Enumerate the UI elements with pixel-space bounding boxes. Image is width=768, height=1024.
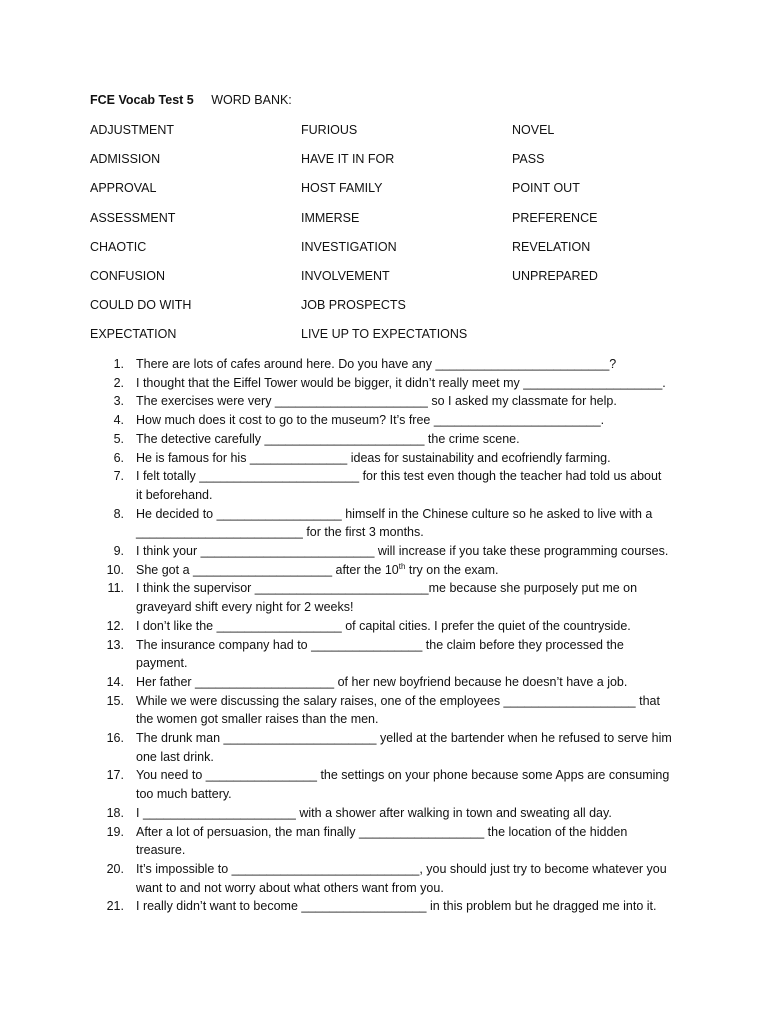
word-bank-item: IMMERSE: [301, 210, 360, 225]
word-bank-item: FURIOUS: [301, 123, 358, 137]
question-item: [0, 636, 768, 673]
question-line-part: She got a ____________________ after the 10: [136, 562, 399, 577]
question-line: He is famous for his ______________ ideas for sustainability and ecofriendly farming.: [136, 450, 611, 465]
word-bank-row: [90, 152, 690, 181]
question-line: I think your _________________________ will increase if you take these programming courses.: [136, 544, 669, 559]
question-line: too much battery.: [136, 787, 232, 802]
question-text: [136, 467, 681, 504]
question-line: It’s impossible to ___________________________, you should just try to become whatever you: [136, 861, 667, 876]
word-bank-row: [90, 327, 690, 356]
question-line: There are lots of cafes around here. Do you have any _________________________?: [136, 357, 617, 371]
question-number: 9.: [113, 544, 124, 559]
question-number: 13.: [106, 637, 124, 652]
word-bank-item: INVESTIGATION: [301, 239, 397, 254]
question-text: [136, 430, 681, 449]
question-text: [136, 766, 681, 803]
word-bank-row: [90, 269, 690, 298]
question-number: 11.: [107, 581, 124, 596]
question-text: [136, 617, 681, 636]
question-item: [0, 467, 768, 504]
question-item: [0, 692, 768, 729]
question-line: While we were discussing the salary raises, one of the employees ___________________ that: [136, 693, 660, 708]
question-text: [136, 804, 681, 823]
word-bank-item: INVOLVEMENT: [301, 268, 390, 283]
question-text: [136, 411, 681, 430]
word-bank-item: APPROVAL: [90, 181, 157, 196]
question-line: How much does it cost to go to the museum? It’s free ________________________.: [136, 413, 605, 428]
question-line: The insurance company had to ________________ the claim before they processed the: [136, 637, 624, 652]
word-bank-item: HAVE IT IN FOR: [301, 152, 395, 167]
question-line: graveyard shift every night for 2 weeks!: [136, 600, 354, 615]
word-bank-item: JOB PROSPECTS: [301, 298, 406, 313]
question-item: [0, 411, 768, 430]
word-bank-item: ADJUSTMENT: [90, 123, 175, 137]
question-list: [0, 355, 768, 916]
question-item: [0, 561, 768, 580]
word-bank-item: CHAOTIC: [90, 239, 147, 254]
question-number: 12.: [106, 618, 124, 633]
question-item: [0, 542, 768, 561]
question-item: [0, 897, 768, 916]
question-number: 21.: [106, 899, 124, 914]
question-line: the women got smaller raises than the men.: [136, 712, 379, 727]
question-line: [136, 561, 681, 580]
question-number: 4.: [113, 413, 124, 428]
question-number: 14.: [106, 674, 124, 689]
question-text: [136, 374, 681, 393]
question-item: [0, 392, 768, 411]
question-text: [136, 692, 681, 729]
question-line: payment.: [136, 656, 188, 671]
question-number: 18.: [106, 805, 124, 820]
question-number: 20.: [106, 861, 124, 876]
word-bank-item: ASSESSMENT: [90, 210, 176, 225]
question-line: The detective carefully _______________________ the crime scene.: [136, 431, 520, 446]
question-text: [136, 392, 681, 411]
question-number: 5.: [113, 431, 124, 446]
question-line: one last drink.: [136, 749, 214, 764]
question-line: I felt totally _______________________ for this test even though the teacher had told us about: [136, 469, 662, 484]
question-text: [136, 561, 681, 580]
question-text: [136, 505, 681, 542]
question-number: 17.: [106, 768, 124, 783]
word-bank-item: REVELATION: [512, 239, 591, 254]
question-number: 6.: [113, 450, 124, 465]
word-bank-item: CONFUSION: [90, 268, 165, 283]
question-line: The drunk man ______________________ yelled at the bartender when he refused to serve him: [136, 731, 672, 746]
question-line: He decided to __________________ himself in the Chinese culture so he asked to live with a: [136, 506, 653, 521]
word-bank-row: [90, 240, 690, 269]
question-line: treasure.: [136, 843, 186, 858]
question-number: 19.: [106, 824, 124, 839]
question-text: [136, 673, 681, 692]
question-item: [0, 355, 768, 374]
question-item: [0, 823, 768, 860]
word-bank-row: [90, 123, 690, 152]
question-item: [0, 766, 768, 803]
question-line-part: try on the exam.: [405, 562, 499, 577]
question-item: [0, 617, 768, 636]
word-bank-item: UNPREPARED: [512, 268, 598, 283]
question-line: The exercises were very ______________________ so I asked my classmate for help.: [136, 394, 617, 409]
word-bank-row: [90, 298, 690, 327]
ordinal-suffix: th: [398, 561, 406, 571]
question-number: 1.: [113, 357, 124, 371]
question-number: 16.: [106, 731, 124, 746]
question-text: [136, 823, 681, 860]
question-item: [0, 579, 768, 616]
word-bank: [90, 123, 690, 357]
question-text: [136, 542, 681, 561]
question-text: [136, 355, 681, 374]
question-text: [136, 729, 681, 766]
question-item: [0, 449, 768, 468]
word-bank-item: POINT OUT: [512, 181, 580, 196]
word-bank-item: HOST FAMILY: [301, 181, 383, 196]
worksheet-header: [90, 93, 292, 107]
word-bank-item: LIVE UP TO EXPECTATIONS: [301, 327, 468, 342]
question-text: [136, 579, 681, 616]
question-line: I really didn’t want to become __________________ in this problem but he dragged me into it.: [136, 899, 657, 914]
word-bank-row: [90, 211, 690, 240]
question-text: [136, 449, 681, 468]
word-bank-item: PREFERENCE: [512, 210, 598, 225]
question-line: want to and not worry about what others want from you.: [136, 880, 444, 895]
question-line: it beforehand.: [136, 487, 213, 502]
question-number: 8.: [113, 506, 124, 521]
question-item: [0, 673, 768, 692]
word-bank-item: NOVEL: [512, 123, 555, 137]
question-number: 3.: [113, 394, 124, 409]
question-item: [0, 430, 768, 449]
question-item: [0, 804, 768, 823]
word-bank-item: ADMISSION: [90, 152, 161, 167]
question-number: 10.: [106, 562, 124, 577]
question-line: I don’t like the __________________ of capital cities. I prefer the quiet of the countryside.: [136, 618, 631, 633]
word-bank-item: COULD DO WITH: [90, 298, 192, 313]
question-line: After a lot of persuasion, the man finally __________________ the location of the hidden: [136, 824, 628, 839]
word-bank-item: EXPECTATION: [90, 327, 177, 342]
question-line: You need to ________________ the settings on your phone because some Apps are consuming: [136, 768, 670, 783]
worksheet-title: FCE Vocab Test 5: [90, 93, 194, 107]
question-line: I thought that the Eiffel Tower would be bigger, it didn’t really meet my ____________________.: [136, 375, 666, 390]
question-line: I think the supervisor _________________________me because she purposely put me on: [136, 581, 638, 596]
question-item: [0, 505, 768, 542]
question-line: I ______________________ with a shower after walking in town and sweating all day.: [136, 805, 612, 820]
word-bank-item: PASS: [512, 152, 545, 167]
question-item: [0, 374, 768, 393]
question-text: [136, 636, 681, 673]
question-number: 2.: [113, 375, 124, 390]
word-bank-label: WORD BANK:: [211, 93, 292, 107]
question-line: Her father ____________________ of her new boyfriend because he doesn’t have a job.: [136, 674, 628, 689]
question-text: [136, 897, 681, 916]
word-bank-row: [90, 181, 690, 210]
question-text: [136, 860, 681, 897]
question-number: 15.: [106, 693, 124, 708]
question-item: [0, 729, 768, 766]
question-number: 7.: [113, 469, 124, 484]
question-line: ________________________ for the first 3 months.: [136, 525, 424, 540]
question-item: [0, 860, 768, 897]
